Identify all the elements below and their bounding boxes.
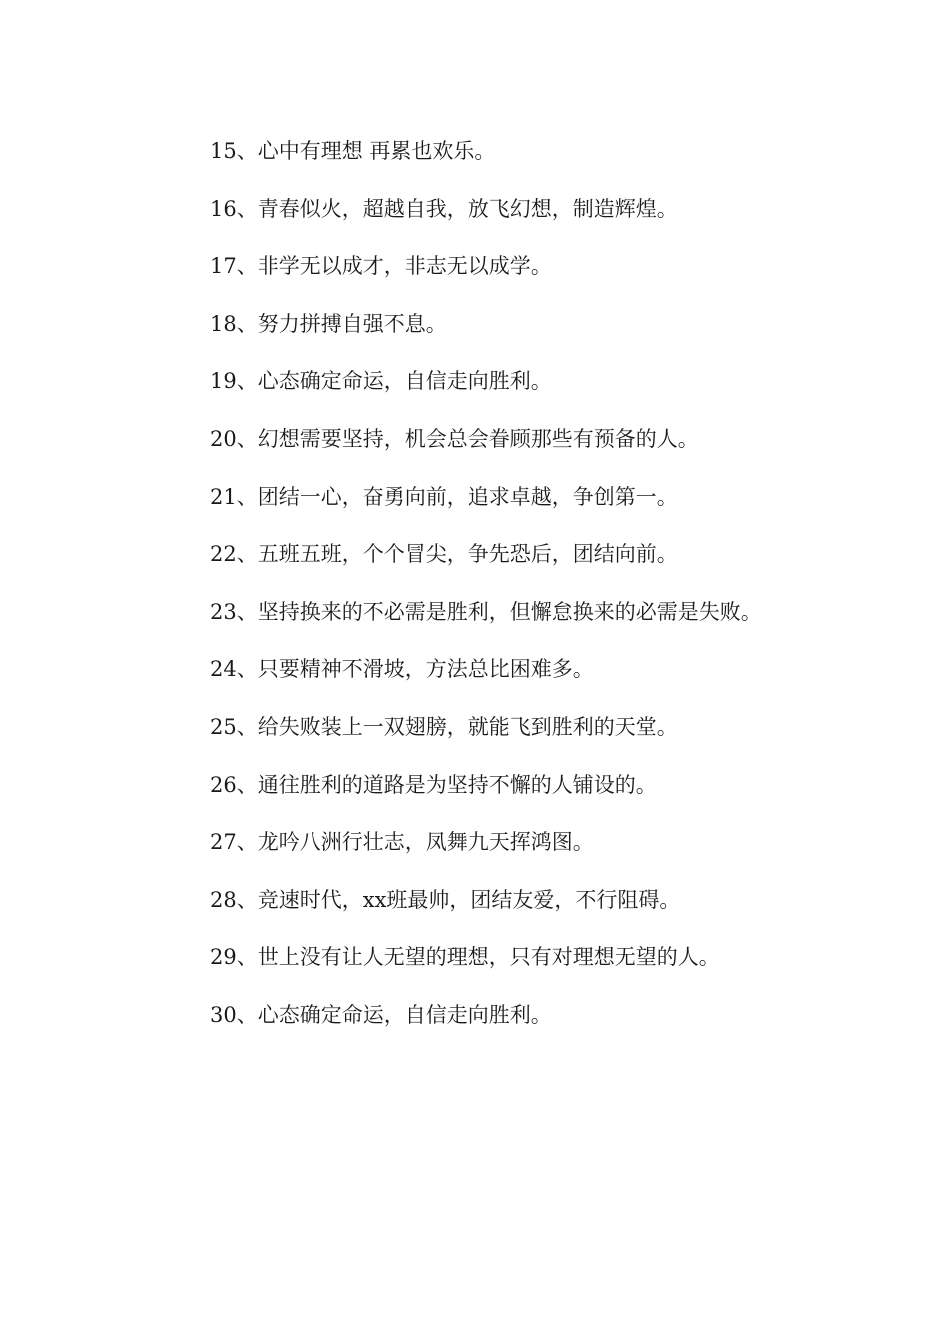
slogan-item: 27、龙吟八洲行壮志，凤舞九天挥鸿图。 xyxy=(210,830,594,855)
slogan-item: 18、努力拼搏自强不息。 xyxy=(210,311,447,336)
slogan-item: 17、非学无以成才，非志无以成学。 xyxy=(210,254,552,279)
slogan-item: 25、给失败装上一双翅膀，就能飞到胜利的天堂。 xyxy=(210,714,678,739)
slogan-item: 28、竞速时代，xx班最帅，团结友爱，不行阻碍。 xyxy=(210,887,681,912)
slogan-item: 23、坚持换来的不必需是胜利，但懈怠换来的必需是失败。 xyxy=(210,599,762,624)
slogan-item: 20、幻想需要坚持，机会总会眷顾那些有预备的人。 xyxy=(210,426,699,451)
slogan-item: 21、团结一心，奋勇向前，追求卓越，争创第一。 xyxy=(210,484,678,509)
slogan-item: 30、心态确定命运，自信走向胜利。 xyxy=(210,1002,552,1027)
slogan-item: 24、只要精神不滑坡，方法总比困难多。 xyxy=(210,657,594,682)
slogan-item: 16、青春似火，超越自我，放飞幻想，制造辉煌。 xyxy=(210,196,678,221)
slogan-item: 15、心中有理想 再累也欢乐。 xyxy=(210,139,496,163)
slogan-list xyxy=(210,137,762,1059)
slogan-item: 26、通往胜利的道路是为坚持不懈的人铺设的。 xyxy=(210,772,657,797)
slogan-item: 22、五班五班，个个冒尖，争先恐后，团结向前。 xyxy=(210,542,678,567)
slogan-item: 19、心态确定命运，自信走向胜利。 xyxy=(210,369,552,394)
slogan-item: 29、世上没有让人无望的理想，只有对理想无望的人。 xyxy=(210,945,720,970)
